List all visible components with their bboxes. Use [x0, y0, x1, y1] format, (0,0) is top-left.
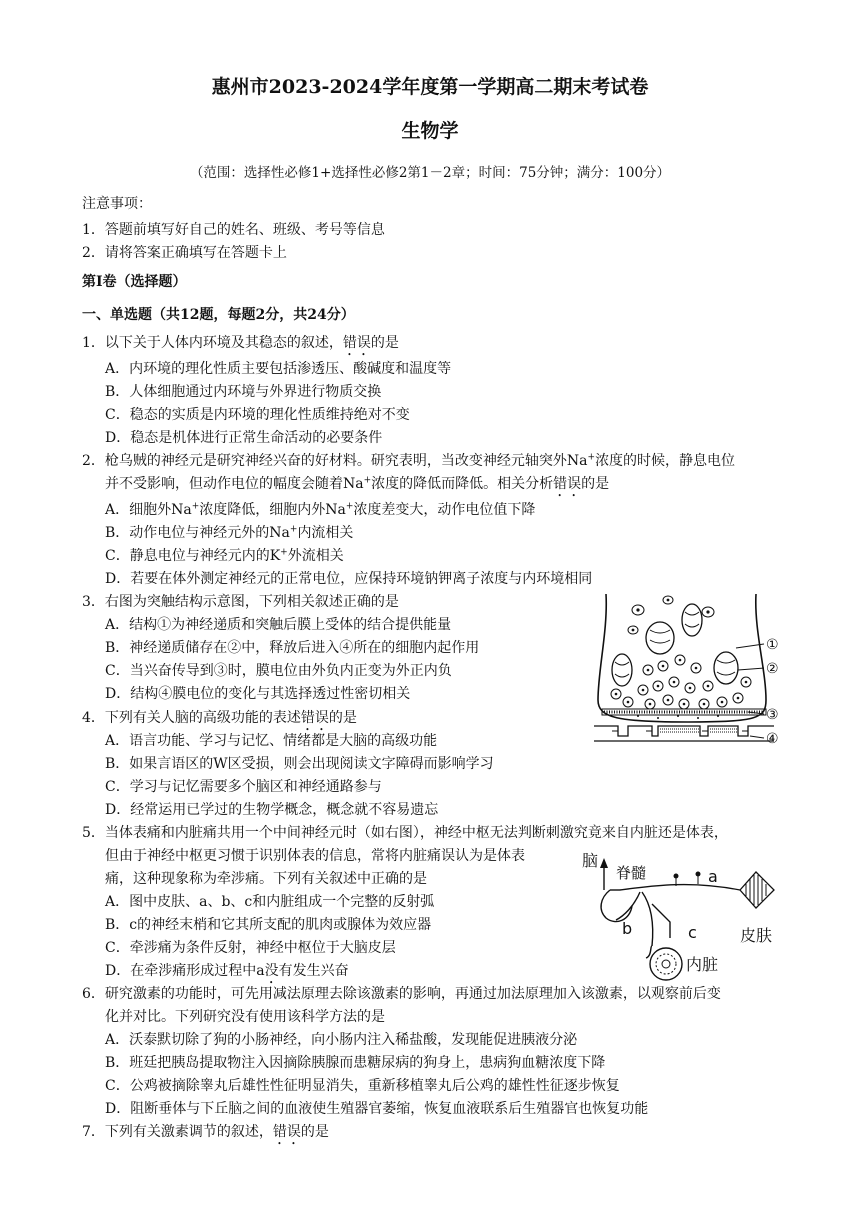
q1-option-b: B．人体细胞通过内环境与外界进行物质交换 [105, 384, 382, 400]
q2-option-a: A．细胞外Na+浓度降低，细胞内外Na+浓度差变大，动作电位值下降 [105, 501, 536, 518]
q1-option-c: C．稳态的实质是内环境的理化性质维持绝对不变 [105, 407, 410, 423]
q6-option-b: B．班廷把胰岛提取物注入因摘除胰腺而患糖尿病的狗身上，患病狗血糖浓度下降 [105, 1055, 606, 1071]
q3-option-a: A．结构①为神经递质和突触后膜上受体的结合提供能量 [105, 617, 452, 633]
synapse-label-2: ② [766, 661, 779, 677]
q5-option-b: B．c的神经末梢和它其所支配的肌肉或腺体为效应器 [105, 917, 432, 933]
exam-subject: 生物学 [401, 120, 459, 142]
synapse-label-1: ① [766, 637, 779, 653]
q3-option-b: B．神经递质储存在②中，释放后进入④所在的细胞内起作用 [105, 640, 480, 656]
q2-option-d: D．若要在体外测定神经元的正常电位，应保持环境钠钾离子浓度与内环境相同 [105, 571, 593, 587]
question-6-stem: 6．研究激素的功能时，可先用减法原理去除该激素的影响，再通过加法原理加入该激素，以观察前后变 [82, 986, 721, 1002]
question-4-stem: 4．下列有关人脑的高级功能的表述错误的是 [82, 710, 357, 726]
neuron-b-label: b [622, 919, 633, 938]
q6-option-a: A．沃泰默切除了狗的小肠神经，向小肠内注入稀盐酸，发现能促进胰液分泌 [105, 1032, 578, 1048]
section-heading: 一、单选题（共12题，每题2分，共24分） [82, 307, 355, 323]
notice-item: 1．答题前填写好自己的姓名、班级、考号等信息 [82, 222, 385, 238]
q6-option-d: D．阻断垂体与下丘脑之间的血液使生殖器官萎缩，恢复血液联系后生殖器官也恢复功能 [105, 1101, 649, 1117]
q1-option-d: D．稳态是机体进行正常生命活动的必要条件 [105, 430, 383, 446]
question-7-stem: 7．下列有关激素调节的叙述，错误的是 [82, 1124, 329, 1140]
organ-label: 内脏 [686, 955, 719, 974]
q3-option-c: C．当兴奋传导到③时，膜电位由外负内正变为外正内负 [105, 663, 452, 679]
q4-option-a: A．语言功能、学习与记忆、情绪都是大脑的高级功能 [105, 733, 438, 749]
exam-scope: （范围：选择性必修1+选择性必修2第1－2章；时间：75分钟；满分：100分） [189, 165, 671, 181]
q4-option-c: C．学习与记忆需要多个脑区和神经通路参与 [105, 779, 382, 795]
question-6-stem-cont: 化并对比。下列研究没有使用该科学方法的是 [105, 1009, 385, 1025]
exam-title: 惠州市2023-2024学年度第一学期高二期末考试卷 [211, 76, 649, 98]
q2-option-b: B．动作电位与神经元外的Na+内流相关 [105, 524, 354, 541]
question-2-stem-cont: 并不受影响，但动作电位的幅度会随着Na+浓度的降低而降低。相关分析错误的是 [105, 475, 610, 492]
neuron-a-label: a [708, 867, 718, 886]
q4-option-d: D．经常运用已学过的生物学概念，概念就不容易遗忘 [105, 802, 439, 818]
brain-label: 脑 [582, 851, 599, 870]
q4-option-b: B．如果言语区的W区受损，则会出现阅读文字障碍而影响学习 [105, 756, 494, 772]
q2-option-c: C．静息电位与神经元内的K+外流相关 [105, 547, 344, 564]
synapse-label-4: ④ [766, 731, 779, 747]
question-5-stem: 5．当体表痛和内脏痛共用一个中间神经元时（如右图），神经中枢无法判断刺激究竟来自内脏还是体表， [82, 825, 728, 841]
skin-label: 皮肤 [740, 926, 773, 945]
q3-option-d: D．结构④膜电位的变化与其选择透过性密切相关 [105, 686, 411, 702]
synapse-diagram [588, 590, 788, 750]
q5-option-c: C．牵涉痛为条件反射，神经中枢位于大脑皮层 [105, 940, 396, 956]
q1-option-a: A．内环境的理化性质主要包括渗透压、酸碱度和温度等 [105, 361, 452, 377]
spine-label: 脊髓 [616, 864, 647, 882]
q5-option-d: D．在牵涉痛形成过程中a没有发生兴奋 [105, 963, 349, 979]
notice-item: 2．请将答案正确填写在答题卡上 [82, 245, 287, 261]
part-heading: 第Ⅰ卷（选择题） [82, 274, 187, 290]
neuron-c-label: c [688, 923, 697, 942]
question-5-stem-cont: 痛，这种现象称为牵涉痛。下列有关叙述中正确的是 [105, 871, 427, 887]
question-1-stem: 1．以下关于人体内环境及其稳态的叙述，错误的是 [82, 335, 399, 351]
notice-heading: 注意事项： [82, 196, 152, 212]
synapse-label-3: ③ [766, 707, 779, 723]
question-2-stem: 2．枪乌贼的神经元是研究神经兴奋的好材料。研究表明，当改变神经元轴突外Na+浓度的时候，静息电位 [82, 452, 736, 469]
referred-pain-diagram [580, 846, 790, 986]
question-5-stem-cont: 但由于神经中枢更习惯于识别体表的信息，常将内脏痛误认为是体表 [105, 848, 525, 864]
q6-option-c: C．公鸡被摘除睾丸后雄性性征明显消失，重新移植睾丸后公鸡的雄性性征逐步恢复 [105, 1078, 620, 1094]
question-3-stem: 3．右图为突触结构示意图，下列相关叙述正确的是 [82, 594, 399, 610]
q5-option-a: A．图中皮肤、a、b、c和内脏组成一个完整的反射弧 [105, 894, 435, 910]
